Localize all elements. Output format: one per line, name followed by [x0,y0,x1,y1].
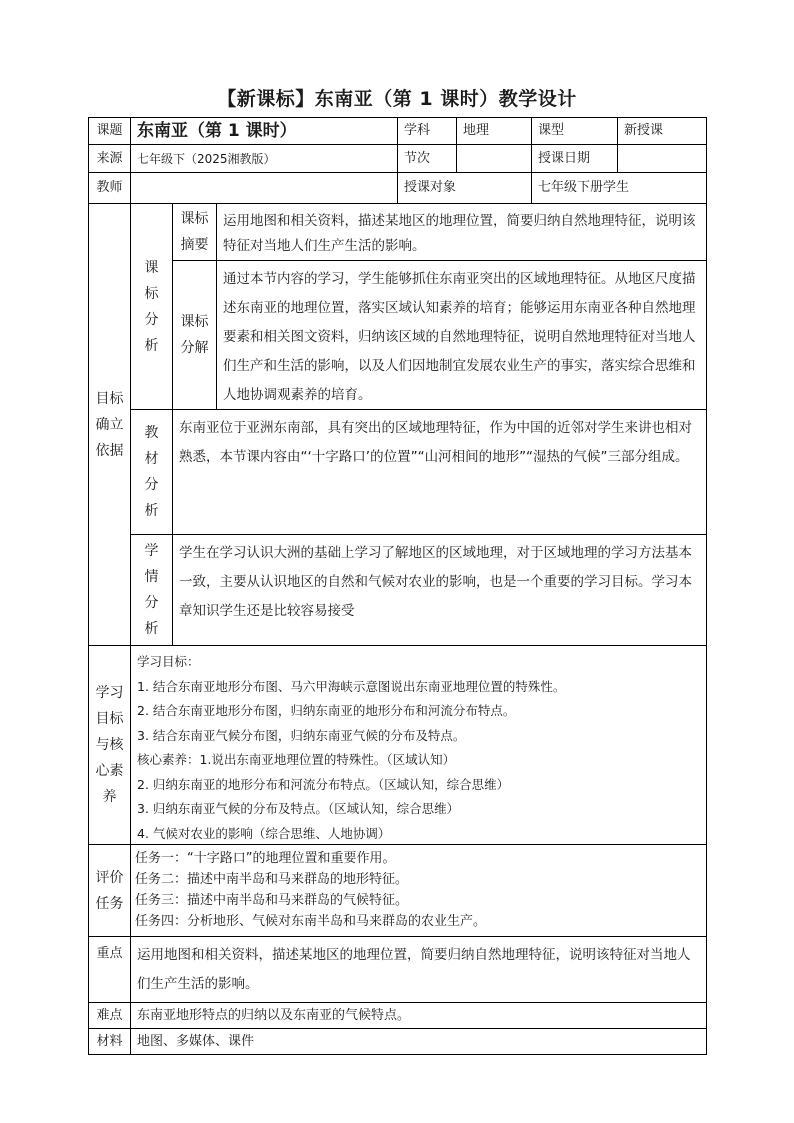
basis-label-line: 依据 [95,442,124,459]
summary-label-line: 摘要 [180,237,209,253]
goals-line: 学习目标： [137,654,200,669]
difficulties-label: 难点 [88,1002,131,1029]
subject-value: 地理 [456,117,532,145]
goals-content [130,645,707,845]
goals-line: 核心素养：1.说出东南亚地理位置的特殊性。（区域认知） [137,752,456,767]
source-label: 来源 [88,144,131,173]
goals-line: 3. 归纳东南亚气候的分布及特点。（区域认知，综合思维） [137,801,460,816]
evaluation-label-line: 评价 [95,869,124,886]
subject-label: 学科 [397,117,457,145]
standard-analysis-char: 分 [144,311,159,328]
textbook-analysis-char: 析 [144,503,159,519]
type-label: 课型 [531,117,618,145]
textbook-analysis-label [130,409,173,535]
textbook-analysis-text: 东南亚位于亚洲东南部，具有突出的区域地理特征，作为中国的近邻对学生来讲也相对熟悉，本节课内容由“‘十字路口’的位置”“山河相间的地形”“湿热的气候”三部分组成。 [172,409,707,535]
goals-label-line: 学习 [95,685,124,701]
summary-label-line: 课标 [180,211,209,227]
evaluation-label-line: 任务 [95,895,124,912]
date-value [617,144,707,173]
audience-label: 授课对象 [397,172,532,204]
summary-text: 运用地图和相关资料，描述某地区的地理位置，简要归纳自然地理特征，说明该特征对当地人们生产生活的影响。 [216,203,707,261]
goals-line: 3. 结合东南亚气候分布图，归纳东南亚气候的分布及特点。 [137,727,466,743]
evaluation-label [88,844,131,937]
date-label: 授课日期 [531,144,618,173]
decomposition-text: 通过本节内容的学习，学生能够抓住东南亚突出的区域地理特征。从地区尺度描述东南亚的地理位置，落实区域认知素养的培育；能够运用东南亚各种自然地理要素和相关图文资料，归纳该区域的自然地理特征，说明自然地理特征对当地人们生产和生活的影响，以及人们因地制宜发展农业生产的事实，落实综合思维和人地协调观素养的培育。 [216,260,707,410]
basis-label-line: 确立 [95,416,124,433]
materials-text: 地图、多媒体、课件 [130,1028,707,1055]
audience-value: 七年级下册学生 [531,172,707,204]
session-value [456,144,532,173]
summary-label [172,203,217,261]
basis-label-line: 目标 [95,390,124,407]
goals-line: 2. 结合东南亚地形分布图，归纳东南亚的地形分布和河流分布特点。 [137,703,516,718]
goals-label-line: 目标 [95,711,124,727]
session-label: 节次 [397,144,457,173]
goals-label-line: 养 [102,789,117,805]
evaluation-task: 任务二：描述中南半岛和马来群岛的地形特征。 [135,872,409,887]
key-points-text: 运用地图和相关资料，描述某地区的地理位置，简要归纳自然地理特征，说明该特征对当地人们生产生活的影响。 [130,936,707,1003]
evaluation-task: 任务四：分析地形、气候对东南半岛和马来群岛的农业生产。 [135,914,487,929]
evaluation-tasks [130,844,707,937]
textbook-analysis-char: 教 [144,425,159,441]
learner-analysis-char: 学 [144,543,159,559]
type-value: 新授课 [617,117,707,145]
topic-value: 东南亚（第 1 课时） [130,117,398,145]
decomposition-label [172,260,217,410]
textbook-analysis-char: 材 [144,451,159,467]
basis-label [88,203,131,646]
goals-line: 4. 气候对农业的影响（综合思维、人地协调） [137,825,391,841]
decomposition-label-line: 分解 [180,340,209,356]
learner-analysis-text: 学生在学习认识大洲的基础上学习了解地区的区域地理，对于区域地理的学习方法基本一致，主要从认识地区的自然和气候对农业的影响，也是一个重要的学习目标。学习本章知识学生还是比较容易接受 [172,534,707,646]
goals-label-line: 心素 [95,763,124,779]
topic-label: 课题 [88,117,131,145]
goals-label-line: 与核 [95,737,124,753]
learner-analysis-char: 分 [144,595,159,611]
learner-analysis-label [130,534,173,646]
learner-analysis-char: 情 [144,569,159,585]
evaluation-task: 任务三：描述中南半岛和马来群岛的气候特征。 [135,893,409,908]
standard-analysis-char: 课 [144,259,159,276]
decomposition-label-line: 课标 [180,314,209,330]
materials-label: 材料 [88,1028,131,1055]
key-points-label: 重点 [88,936,131,1003]
source-value: 七年级下（2025湘教版） [130,144,398,173]
standard-analysis-char: 标 [144,285,159,302]
difficulties-text: 东南亚地形特点的归纳以及东南亚的气候特点。 [130,1002,707,1029]
goals-line: 1. 结合东南亚地形分布图、马六甲海峡示意图说出东南亚地理位置的特殊性。 [137,678,566,694]
lesson-plan-table [88,117,707,1055]
teacher-value [130,172,398,204]
evaluation-task: 任务一：“十字路口”的地理位置和重要作用。 [135,851,396,866]
standard-analysis-label [130,203,173,410]
standard-analysis-char: 析 [144,337,159,354]
teacher-label: 教师 [88,172,131,204]
textbook-analysis-char: 分 [144,477,159,493]
document-title: 【新课标】东南亚（第 1 课时）教学设计 [217,88,577,110]
learner-analysis-char: 析 [144,621,159,637]
goals-label [88,645,131,845]
goals-line: 2. 归纳东南亚的地形分布和河流分布特点。（区域认知，综合思维） [137,776,510,792]
